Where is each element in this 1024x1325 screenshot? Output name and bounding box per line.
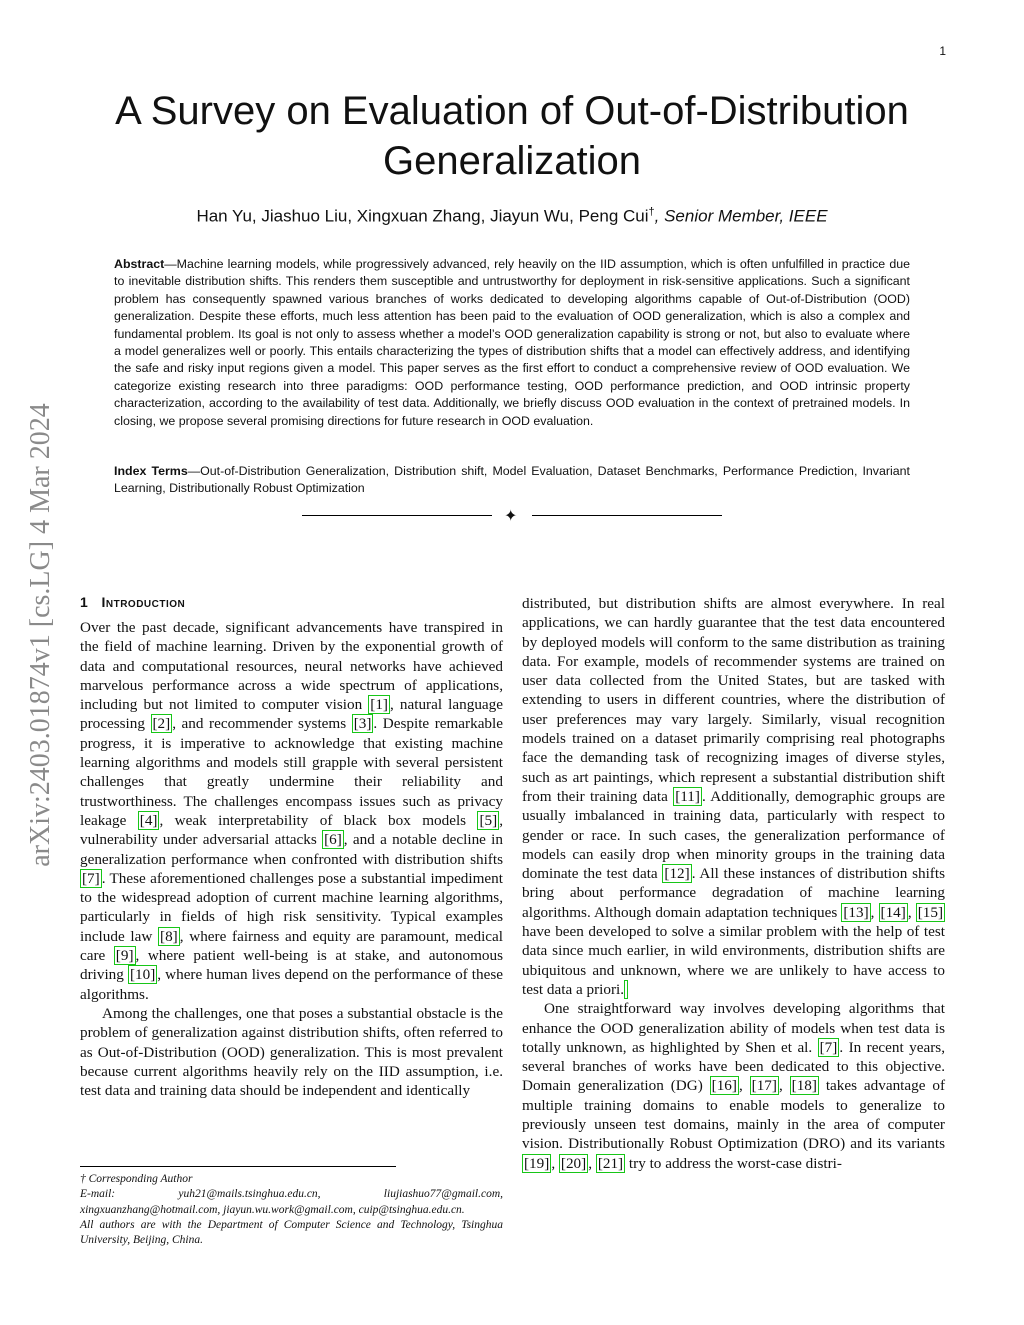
body-text: try to address the worst-case distri- [625,1154,842,1172]
body-text: , [778,1077,790,1095]
section-divider [302,508,722,524]
body-text: , and a notable decline in generalization performance when confronted with distribution shifts [80,831,503,868]
citation-link[interactable]: [19] [524,1154,550,1172]
body-text: . Additionally, demographic groups are usually imbalanced in training data, particularly with respect to gender or race. In such cases, the generalization performance of models can easily drop when minority groups in the training data dominate the test data [522,787,945,883]
body-text: , natural language processing [80,696,503,733]
footnote [80,1172,503,1248]
body-text: . All these instances of distribution shifts bring about performance degradation of machine learning algorithms. Although domain adaptation techniques [522,865,945,921]
citation-link[interactable]: [1] [370,696,388,714]
abstract-label: Abstract [114,257,165,271]
footnote-corresponding: † Corresponding Author [80,1173,193,1185]
body-text: , [738,1077,750,1095]
arxiv-identifier-stamp: arXiv:2403.01874v1 [cs.LG] 4 Mar 2024 [25,403,56,867]
author-membership: , Senior Member, IEEE [654,206,828,226]
citation-link[interactable]: [13] [843,903,869,921]
citation-link[interactable]: [12] [664,865,690,883]
citation-link[interactable]: [10] [129,966,156,984]
body-text: , where patient well-being is at stake, and autonomous driving [80,947,503,984]
section-heading [80,593,185,611]
author-list [60,201,964,228]
footnote-rule [80,1166,396,1167]
section-title: Introduction [101,594,186,610]
paper-title: A Survey on Evaluation of Out-of-Distribution Generalization [115,89,909,183]
author-names: Han Yu, Jiashuo Liu, Xingxuan Zhang, Jiayun Wu, Peng Cui [196,206,649,226]
footnote-affiliation: All authors are with the Department of Computer Science and Technology, Tsinghua University, Beijing, China. [80,1218,503,1247]
body-text: , [551,1154,559,1172]
footnote-emails: E-mail: yuh21@mails.tsinghua.edu.cn, liujiashuo77@gmail.com, xingxuanzhang@hotmail.com, jiayun.wu.work@gmail.com, cuip@tsinghua.edu.cn. [80,1188,503,1216]
citation-link[interactable]: [21] [597,1154,624,1172]
section-number: 1 [80,594,89,610]
body-text: distributed, but distribution shifts are almost everywhere. In real applications, we can hardly guarantee that the test data encountered by deployed models will conform to the same distribution as training data. For example, models of recommender systems are trained on user data collected from the United States, but are tasked with extending to users in different countries, where the distribution of user preferences may vary largely. Similarly, visual recognition models trained on a dataset primarily comprising real photographs face the demanding task of recognizing images of diverse styles, such as art paintings, which represent a substantial distribution shift from their training data [522,595,945,805]
body-text: have been developed to solve a similar problem with the help of test data since much earlier, in wild environments, distribution shifts are ubiquitous and unknown, where we are unlikely to have access to test data a priori. [522,923,945,998]
citation-link[interactable]: [7] [819,1038,838,1056]
citation-link[interactable]: [8] [160,927,178,945]
citation-link[interactable]: [16] [711,1077,737,1095]
body-text: One straightforward way involves developing algorithms that enhance the OOD generalization ability of models when test data is totally unknown, as highlighted by Shen et al. [522,1000,945,1056]
citation-link[interactable] [624,980,628,999]
intro-paragraph-3 [522,594,945,999]
body-text: . In recent years, several branches of works have been dedicated to this objective. Domain generalization (DG) [522,1038,945,1095]
left-column [80,618,503,1100]
citation-link[interactable]: [2] [152,715,171,733]
body-text: , where fairness and equity are paramount, medical care [80,927,503,965]
index-terms-label: Index Terms [114,464,188,478]
corresponding-dagger: † [648,206,655,218]
citation-link[interactable]: [20] [560,1154,587,1172]
citation-link[interactable]: [15] [917,903,944,921]
body-text: , [907,903,916,921]
body-text: . These aforementioned challenges pose a substantial impediment to the widespread adoption of current machine learning algorithms, particularly in fields of high risk sensitivity. Typical examples include law [80,869,503,945]
citation-link[interactable]: [17] [751,1077,777,1095]
divider-star-icon: ✦ [504,506,518,525]
body-text: . Despite remarkable progress, it is imperative to acknowledge that existing machine learning algorithms and models still grapple with several persistent challenges that greatly undermine their reliability and trustworthiness. The challenges encompass issues such as privacy leakage [80,715,503,829]
right-column [522,594,945,1173]
body-text: , weak interpretability of black box models [159,811,478,829]
index-terms-text: —Out-of-Distribution Generalization, Distribution shift, Model Evaluation, Dataset Benchmarks, Performance Prediction, Invariant Learning, Distributionally Robust Optimization [114,464,910,496]
citation-link[interactable]: [7] [82,869,100,887]
citation-link[interactable]: [11] [675,787,700,805]
citation-link[interactable]: [5] [479,811,498,829]
abstract-text: —Machine learning models, while progressively advanced, rely heavily on the IID assumption, which is often unfulfilled in practice due to inevitable distribution shifts. This renders them susceptible and untrustworthy for deployment in risk-sensitive applications. Such a significant problem has consequently spawned various branches of works dedicated to developing algorithms capable of Out-of-Distribution (OOD) generalization. Despite these efforts, much less attention has been paid to the evaluation of OOD generalization, which is also a complex and fundamental problem. Its goal is not only to assess whether a model’s OOD generalization capability is strong or not, but also to evaluate where a model generalizes well or poorly. This entails characterizing the types of distribution shifts that a model can effectively address, and identifying the safe and risky input regions given a model. This paper serves as the first effort to conduct a comprehensive review of OOD evaluation. We categorize existing research into three paradigms: OOD performance testing, OOD performance prediction, and OOD intrinsic property characterization, according to the availability of test data. Additionally, we briefly discuss OOD evaluation in the context of pretrained models. In closing, we propose several promising directions for future research in OOD evaluation. [114,257,910,428]
citation-link[interactable]: [4] [139,811,158,829]
divider-line-left [302,515,492,516]
abstract [114,256,910,430]
index-terms [114,463,910,498]
intro-paragraph-2: Among the challenges, one that poses a substantial obstacle is the problem of generalization against distribution shifts, often referred to as Out-of-Distribution (OOD) generalization. This is most prevalent because current algorithms heavily rely on the IID assumption, i.e. test data and training data should be independent and identically [80,1004,503,1100]
body-text: takes advantage of multiple training domains to enable models to generalize to previously unseen test domains, mainly in the area of computer vision. Distributionally Robust Optimization (DRO) and its variants [522,1077,946,1153]
citation-link[interactable]: [6] [324,831,342,849]
page-number: 1 [939,44,946,58]
citation-link[interactable]: [9] [115,947,134,965]
divider-line-right [532,515,722,516]
citation-link[interactable]: [3] [353,715,372,733]
citation-link[interactable]: [18] [791,1077,817,1095]
body-text: Over the past decade, significant advancements have transpired in the field of machine learning. Driven by the exponential growth of data and computational resources, neural networks have achieved marvelous performance across a wide spectrum of applications, including but not limited to computer vision [80,619,503,714]
body-text: , where human lives depend on the performance of these algorithms. [80,966,504,1003]
body-text: , vulnerability under adversarial attacks [80,811,503,849]
intro-paragraph-1 [80,618,503,1004]
body-text: , [870,903,879,921]
body-text: , and recommender systems [172,715,352,733]
intro-paragraph-4 [522,999,945,1173]
citation-link[interactable]: [14] [880,903,906,921]
body-text: , [588,1154,596,1172]
